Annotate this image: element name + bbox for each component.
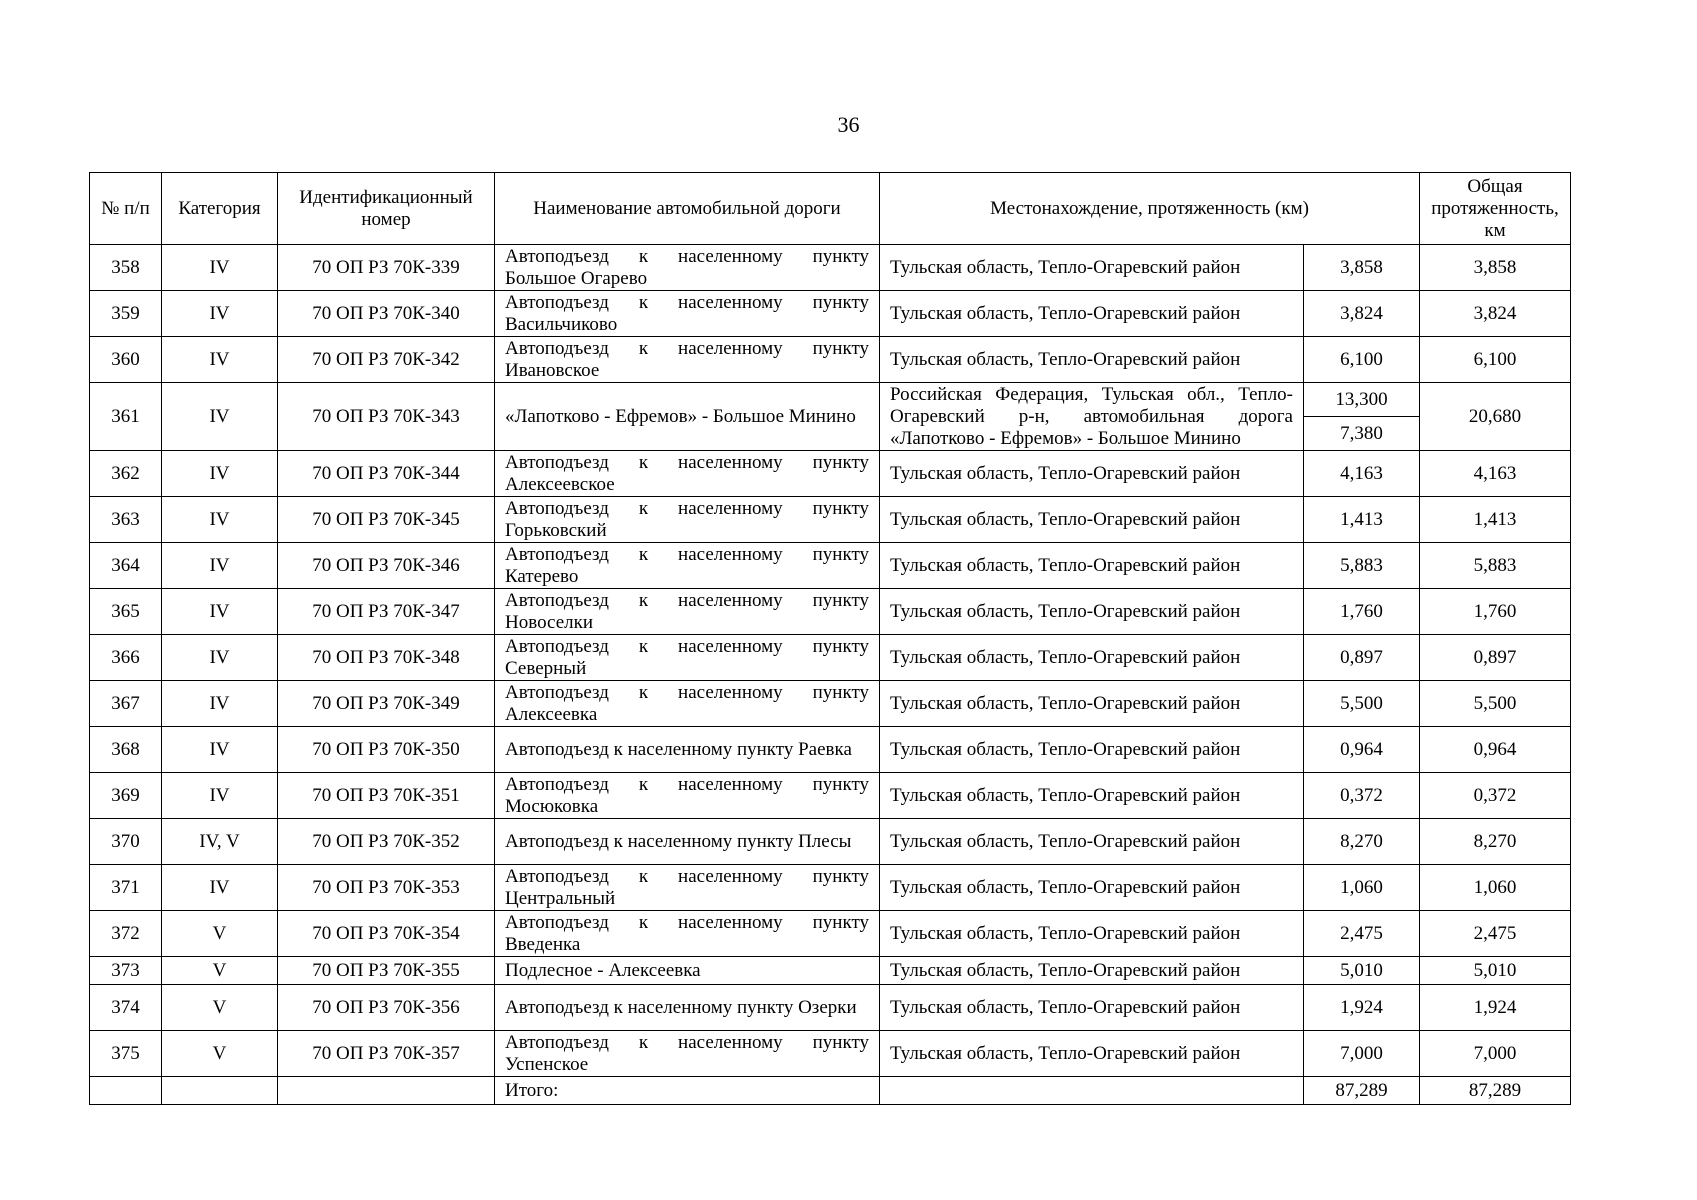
row-num: 370 xyxy=(90,819,162,865)
row-name: Автоподъезд к населенному пункту Введенка xyxy=(495,911,880,957)
row-location: Тульская область, Тепло-Огаревский район xyxy=(880,957,1304,985)
row-name: Автоподъезд к населенному пункту Новоселки xyxy=(495,589,880,635)
row-name: Автоподъезд к населенному пункту Ивановское xyxy=(495,337,880,383)
row-name: Автоподъезд к населенному пункту Раевка xyxy=(495,727,880,773)
row-id: 70 ОП РЗ 70К-351 xyxy=(278,773,495,819)
table-row xyxy=(90,245,1571,291)
page-number: 36 xyxy=(837,112,860,137)
row-num: 371 xyxy=(90,865,162,911)
table-row xyxy=(90,865,1571,911)
row-length: 1,760 xyxy=(1304,589,1420,635)
table-row xyxy=(90,383,1571,417)
row-name: Автоподъезд к населенному пункту Озерки xyxy=(495,985,880,1031)
row-location: Российская Федерация, Тульская обл., Тепло-Огаревский р-н, автомобильная дорога «Лапотково - Ефремов» - Большое Минино xyxy=(880,383,1304,451)
row-total: 1,924 xyxy=(1420,985,1571,1031)
row-location: Тульская область, Тепло-Огаревский район xyxy=(880,291,1304,337)
row-location: Тульская область, Тепло-Огаревский район xyxy=(880,727,1304,773)
table-row xyxy=(90,1031,1571,1077)
row-num: 367 xyxy=(90,681,162,727)
row-category: IV xyxy=(162,337,278,383)
row-id: 70 ОП РЗ 70К-346 xyxy=(278,543,495,589)
row-name: Автоподъезд к населенному пункту Северный xyxy=(495,635,880,681)
row-category: IV, V xyxy=(162,819,278,865)
row-name: Автоподъезд к населенному пункту Алексеевка xyxy=(495,681,880,727)
row-category: IV xyxy=(162,589,278,635)
header-total-length: Общая протяженность, км xyxy=(1420,173,1571,245)
table-row xyxy=(90,589,1571,635)
row-length: 5,010 xyxy=(1304,957,1420,985)
header-row xyxy=(90,173,1571,245)
totals-empty-location xyxy=(880,1077,1304,1105)
roads-table xyxy=(89,172,1571,1105)
row-num: 373 xyxy=(90,957,162,985)
table-row xyxy=(90,985,1571,1031)
row-category: IV xyxy=(162,681,278,727)
row-category: IV xyxy=(162,245,278,291)
row-num: 369 xyxy=(90,773,162,819)
row-num: 359 xyxy=(90,291,162,337)
table-row xyxy=(90,819,1571,865)
row-length: 3,858 xyxy=(1304,245,1420,291)
row-id: 70 ОП РЗ 70К-339 xyxy=(278,245,495,291)
table-row xyxy=(90,727,1571,773)
row-id: 70 ОП РЗ 70К-352 xyxy=(278,819,495,865)
table-row xyxy=(90,957,1571,985)
row-length: 2,475 xyxy=(1304,911,1420,957)
row-length: 1,060 xyxy=(1304,865,1420,911)
row-category: IV xyxy=(162,635,278,681)
row-location: Тульская область, Тепло-Огаревский район xyxy=(880,773,1304,819)
row-location: Тульская область, Тепло-Огаревский район xyxy=(880,635,1304,681)
row-total: 2,475 xyxy=(1420,911,1571,957)
row-num: 363 xyxy=(90,497,162,543)
row-location: Тульская область, Тепло-Огаревский район xyxy=(880,245,1304,291)
row-id: 70 ОП РЗ 70К-354 xyxy=(278,911,495,957)
totals-empty-num xyxy=(90,1077,162,1105)
row-length: 5,883 xyxy=(1304,543,1420,589)
row-name: Подлесное - Алексеевка xyxy=(495,957,880,985)
row-id: 70 ОП РЗ 70К-353 xyxy=(278,865,495,911)
row-num: 361 xyxy=(90,383,162,451)
row-location: Тульская область, Тепло-Огаревский район xyxy=(880,451,1304,497)
row-name: Автоподъезд к населенному пункту Мосюковка xyxy=(495,773,880,819)
totals-total: 87,289 xyxy=(1420,1077,1571,1105)
row-name: Автоподъезд к населенному пункту Катерево xyxy=(495,543,880,589)
row-total: 7,000 xyxy=(1420,1031,1571,1077)
row-location: Тульская область, Тепло-Огаревский район xyxy=(880,1031,1304,1077)
row-length: 0,897 xyxy=(1304,635,1420,681)
header-id: Идентификационный номер xyxy=(278,173,495,245)
row-name: Автоподъезд к населенному пункту Плесы xyxy=(495,819,880,865)
table-row xyxy=(90,337,1571,383)
row-location: Тульская область, Тепло-Огаревский район xyxy=(880,681,1304,727)
row-location: Тульская область, Тепло-Огаревский район xyxy=(880,819,1304,865)
row-length: 1,924 xyxy=(1304,985,1420,1031)
row-location: Тульская область, Тепло-Огаревский район xyxy=(880,589,1304,635)
table-row xyxy=(90,635,1571,681)
row-num: 360 xyxy=(90,337,162,383)
header-location: Местонахождение, протяженность (км) xyxy=(880,173,1420,245)
row-category: V xyxy=(162,985,278,1031)
row-num: 368 xyxy=(90,727,162,773)
row-num: 366 xyxy=(90,635,162,681)
header-name: Наименование автомобильной дороги xyxy=(495,173,880,245)
row-length: 5,500 xyxy=(1304,681,1420,727)
row-total: 3,824 xyxy=(1420,291,1571,337)
row-name: «Лапотково - Ефремов» - Большое Минино xyxy=(495,383,880,451)
row-category: IV xyxy=(162,497,278,543)
row-category: IV xyxy=(162,291,278,337)
row-length: 7,000 xyxy=(1304,1031,1420,1077)
table-row xyxy=(90,681,1571,727)
row-name: Автоподъезд к населенному пункту Васильчиково xyxy=(495,291,880,337)
row-length: 1,413 xyxy=(1304,497,1420,543)
row-total: 1,760 xyxy=(1420,589,1571,635)
row-name: Автоподъезд к населенному пункту Центральный xyxy=(495,865,880,911)
row-id: 70 ОП РЗ 70К-357 xyxy=(278,1031,495,1077)
row-total: 0,897 xyxy=(1420,635,1571,681)
row-category: V xyxy=(162,957,278,985)
row-length: 4,163 xyxy=(1304,451,1420,497)
row-id: 70 ОП РЗ 70К-356 xyxy=(278,985,495,1031)
row-location: Тульская область, Тепло-Огаревский район xyxy=(880,865,1304,911)
row-total: 5,883 xyxy=(1420,543,1571,589)
row-total: 4,163 xyxy=(1420,451,1571,497)
row-total: 1,060 xyxy=(1420,865,1571,911)
row-total: 0,964 xyxy=(1420,727,1571,773)
totals-empty-id xyxy=(278,1077,495,1105)
row-length-segment-a: 13,300 xyxy=(1304,383,1420,417)
row-num: 358 xyxy=(90,245,162,291)
row-location: Тульская область, Тепло-Огаревский район xyxy=(880,337,1304,383)
row-id: 70 ОП РЗ 70К-343 xyxy=(278,383,495,451)
row-length: 8,270 xyxy=(1304,819,1420,865)
row-total: 5,010 xyxy=(1420,957,1571,985)
table-row xyxy=(90,291,1571,337)
row-num: 365 xyxy=(90,589,162,635)
row-total: 5,500 xyxy=(1420,681,1571,727)
row-total: 8,270 xyxy=(1420,819,1571,865)
row-category: V xyxy=(162,1031,278,1077)
row-id: 70 ОП РЗ 70К-347 xyxy=(278,589,495,635)
row-category: IV xyxy=(162,543,278,589)
table-row xyxy=(90,911,1571,957)
row-id: 70 ОП РЗ 70К-348 xyxy=(278,635,495,681)
row-name: Автоподъезд к населенному пункту Успенское xyxy=(495,1031,880,1077)
table-row xyxy=(90,497,1571,543)
row-length: 0,964 xyxy=(1304,727,1420,773)
table-row xyxy=(90,773,1571,819)
row-id: 70 ОП РЗ 70К-345 xyxy=(278,497,495,543)
row-id: 70 ОП РЗ 70К-344 xyxy=(278,451,495,497)
row-category: IV xyxy=(162,451,278,497)
row-total: 6,100 xyxy=(1420,337,1571,383)
row-num: 364 xyxy=(90,543,162,589)
totals-empty-category xyxy=(162,1077,278,1105)
row-total: 0,372 xyxy=(1420,773,1571,819)
row-id: 70 ОП РЗ 70К-340 xyxy=(278,291,495,337)
row-num: 374 xyxy=(90,985,162,1031)
table-row xyxy=(90,543,1571,589)
row-category: IV xyxy=(162,727,278,773)
totals-length: 87,289 xyxy=(1304,1077,1420,1105)
row-total: 3,858 xyxy=(1420,245,1571,291)
row-length: 0,372 xyxy=(1304,773,1420,819)
row-num: 362 xyxy=(90,451,162,497)
row-name: Автоподъезд к населенному пункту Алексеевское xyxy=(495,451,880,497)
header-num: № п/п xyxy=(90,173,162,245)
row-category: IV xyxy=(162,865,278,911)
row-num: 372 xyxy=(90,911,162,957)
row-name: Автоподъезд к населенному пункту Горьковский xyxy=(495,497,880,543)
row-category: IV xyxy=(162,773,278,819)
row-length: 6,100 xyxy=(1304,337,1420,383)
row-location: Тульская область, Тепло-Огаревский район xyxy=(880,911,1304,957)
row-name: Автоподъезд к населенному пункту Большое Огарево xyxy=(495,245,880,291)
header-category: Категория xyxy=(162,173,278,245)
row-category: V xyxy=(162,911,278,957)
row-total: 1,413 xyxy=(1420,497,1571,543)
row-id: 70 ОП РЗ 70К-349 xyxy=(278,681,495,727)
row-length-segment-b: 7,380 xyxy=(1304,417,1420,451)
row-location: Тульская область, Тепло-Огаревский район xyxy=(880,497,1304,543)
table-row xyxy=(90,451,1571,497)
row-total: 20,680 xyxy=(1420,383,1571,451)
row-id: 70 ОП РЗ 70К-342 xyxy=(278,337,495,383)
row-id: 70 ОП РЗ 70К-350 xyxy=(278,727,495,773)
totals-row xyxy=(90,1077,1571,1105)
row-location: Тульская область, Тепло-Огаревский район xyxy=(880,985,1304,1031)
row-location: Тульская область, Тепло-Огаревский район xyxy=(880,543,1304,589)
row-length: 3,824 xyxy=(1304,291,1420,337)
row-id: 70 ОП РЗ 70К-355 xyxy=(278,957,495,985)
totals-label: Итого: xyxy=(495,1077,880,1105)
row-category: IV xyxy=(162,383,278,451)
row-num: 375 xyxy=(90,1031,162,1077)
